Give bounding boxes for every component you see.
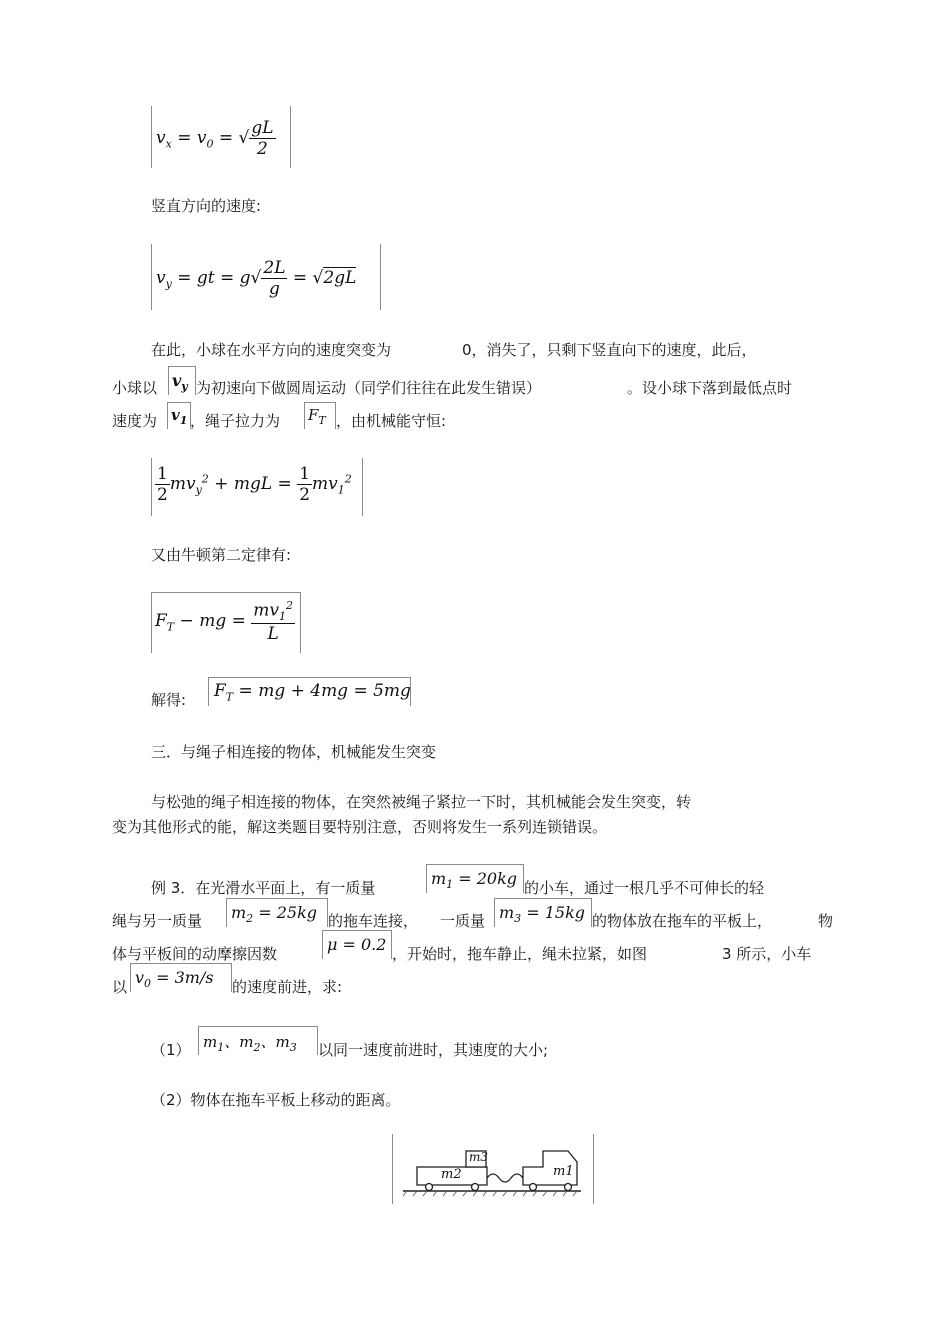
label-m2: m2 (441, 1167, 462, 1182)
inline-FT: $F_T$ (304, 402, 336, 429)
ex-line2-e: 物 (818, 912, 834, 930)
ex-line1-a: 例 3．在光滑水平面上，有一质量 (151, 879, 376, 897)
ex-line2-b: 的拖车连接， (328, 912, 419, 930)
ex-line3-a: 体与平板间的动摩擦因数 (112, 945, 278, 963)
formula-result (208, 677, 411, 706)
inline-m3: $m_3 = 15kg$ (494, 898, 592, 927)
p1-line2-b: 为初速向下做圆周运动（同学们往往在此发生错误） (196, 379, 542, 397)
inline-v0: $v_0 = 3m/s$ (130, 963, 232, 992)
p1-line3-b: ，绳子拉力为 (190, 412, 281, 430)
ex-line2-d: 的物体放在拖车的平板上， (592, 912, 773, 930)
solve-label: 解得: (151, 691, 187, 709)
vertical-speed-label: 竖直方向的速度: (151, 197, 262, 215)
ex-line2-c: 一质量 (440, 912, 486, 930)
figure-3 (392, 1134, 594, 1204)
ex-line3-b: ，开始时，拖车静止，绳未拉紧，如图 (392, 945, 648, 963)
newton-label: 又由牛顿第二定律有: (151, 546, 292, 564)
inline-mu: μ = 0.2 (322, 930, 392, 959)
p1-line1-b: 0，消失了，只剩下竖直向下的速度，此后， (462, 341, 757, 359)
p1-line3-a: 速度为 (112, 412, 158, 430)
car-wheel-left (530, 1184, 537, 1191)
q1-number: （1） (151, 1041, 191, 1059)
inline-v1: $v_1$ (167, 402, 191, 429)
formula-vy (151, 244, 381, 310)
rope (487, 1174, 523, 1182)
p2-line1: 与松弛的绳子相连接的物体，在突然被绳子紧拉一下时，其机械能会发生突变，转 (151, 793, 692, 811)
inline-m2: $m_2 = 25kg$ (226, 898, 328, 927)
formula-energy (151, 458, 363, 516)
label-m3: m3 (469, 1150, 489, 1164)
p1-line2-c: 。设小球下落到最低点时 (627, 379, 793, 397)
formula-energy-expr: $\frac{1}{2}$ $mv_y^2$ + mgL = $\frac{1}{2}$ $mv_1^2$ (157, 464, 352, 505)
p1-line2-a: 小球以 (112, 379, 158, 397)
formula-vy-expr: $v_y$ = gt = g√ $\frac{2L}{g}$ = √2gL (156, 258, 357, 299)
q1-text: 以同一速度前进时，其速度的大小; (318, 1041, 549, 1059)
ex-line4-a: 以 (112, 978, 128, 996)
formula-newton-expr: $F_T$ − mg = $\frac{mv_1^2}{L}$ (155, 599, 293, 645)
p1-line3-c: ，由机械能守恒: (336, 412, 447, 430)
section-3-heading: 三．与绳子相连接的物体，机械能发生突变 (151, 743, 437, 761)
label-m1: m1 (553, 1164, 574, 1179)
inline-vy: $v_y$ (168, 366, 196, 395)
car-wheel-right (565, 1184, 572, 1191)
formula-vx (151, 106, 291, 168)
q2-text: （2）物体在拖车平板上移动的距离。 (151, 1091, 401, 1109)
inline-m1: $m_1 = 20kg$ (426, 864, 524, 893)
ex-line2-a: 绳与另一质量 (112, 912, 203, 930)
ex-line4-b: 的速度前进，求: (232, 978, 343, 996)
p2-line2: 变为其他形式的能，解这类题目要特别注意，否则将发生一系列连锁错误。 (112, 818, 608, 836)
formula-newton (151, 592, 301, 653)
inline-masses: $m_1$、$m_2$、$m_3$ (198, 1026, 318, 1055)
ex-line1-b: 的小车，通过一根几乎不可伸长的轻 (524, 879, 765, 897)
formula-result-expr: $F_T$ = mg + 4mg = 5mg (214, 681, 411, 704)
trailer-wheel-left (426, 1184, 433, 1191)
p1-line1-a: 在此，小球在水平方向的速度突变为 (151, 341, 392, 359)
ex-line3-c: 3 所示，小车 (722, 945, 812, 963)
formula-vx-expr: $v_x = v_0$ = √ $\frac{gL}{2}$ (156, 118, 274, 159)
trailer-wheel-right (472, 1184, 479, 1191)
